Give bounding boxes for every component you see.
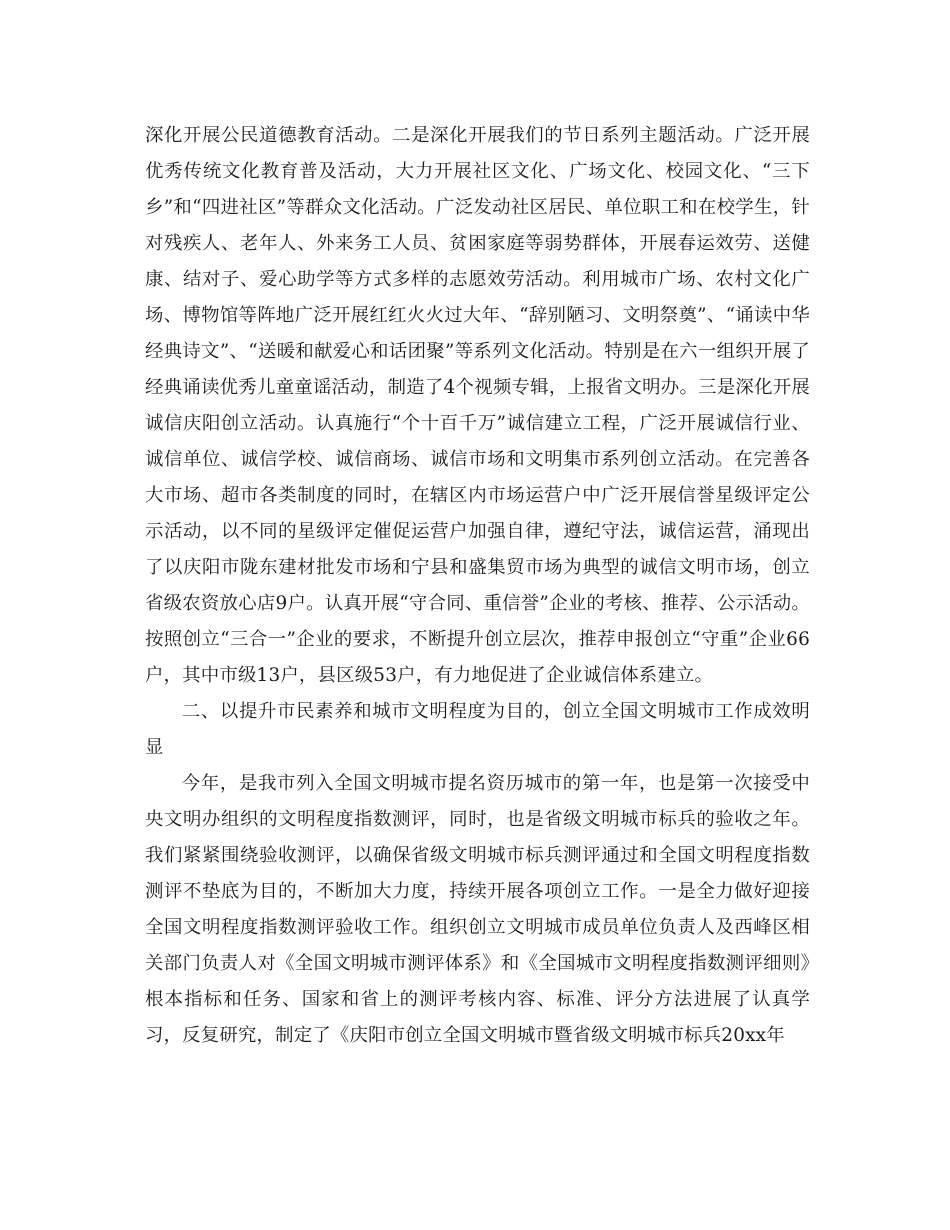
document-page: [145, 118, 810, 1054]
body-paragraph-continued: 深化开展公民道德教育活动。二是深化开展我们的节日系列主题活动。广泛开展优秀传统文化教育普及活动，大力开展社区文化、广场文化、校园文化、“三下乡”和“四进社区”等群众文化活动。广泛发动社区居民、单位职工和在校学生，针对残疾人、老年人、外来务工人员、贫困家庭等弱势群体，开展春运效劳、送健康、结对子、爱心助学等方式多样的志愿效劳活动。利用城市广场、农村文化广场、博物馆等阵地广泛开展红红火火过大年、“辞别陋习、文明祭奠”、“诵读中华经典诗文”、“送暖和献爱心和话团聚”等系列文化活动。特别是在六一组织开展了经典诵读优秀儿童童谣活动，制造了4个视频专辑，上报省文明办。三是深化开展诚信庆阳创立活动。认真施行“个十百千万”诚信建立工程，广泛开展诚信行业、诚信单位、诚信学校、诚信商场、诚信市场和文明集市系列创立活动。在完善各大市场、超市各类制度的同时，在辖区内市场运营户中广泛开展信誉星级评定公示活动，以不同的星级评定催促运营户加强自律，遵纪守法，诚信运营，涌现出了以庆阳市陇东建材批发市场和宁县和盛集贸市场为典型的诚信文明市场，创立省级农资放心店9户。认真开展“守合同、重信誉”企业的考核、推荐、公示活动。按照创立“三合一”企业的要求，不断提升创立层次，推荐申报创立“守重”企业66户，其中市级13户，县区级53户，有力地促进了企业诚信体系建立。: [145, 125, 810, 686]
section-heading: 二、以提升市民素养和城市文明程度为目的，创立全国文明城市工作成效明显: [145, 701, 810, 758]
body-paragraph: 今年，是我市列入全国文明城市提名资历城市的第一年，也是第一次接受中央文明办组织的文明程度指数测评，同时，也是省级文明城市标兵的验收之年。我们紧紧围绕验收测评，以确保省级文明城市标兵测评通过和全国文明程度指数测评不垫底为目的，不断加大力度，持续开展各项创立工作。一是全力做好迎接全国文明程度指数测评验收工作。组织创立文明城市成员单位负责人及西峰区相关部门负责人对《全国文明城市测评体系》和《全国城市文明程度指数测评细则》根本指标和任务、国家和省上的测评考核内容、标准、评分方法进展了认真学习，反复研究，制定了《庆阳市创立全国文明城市暨省级文明城市标兵20xx年: [145, 773, 810, 1046]
